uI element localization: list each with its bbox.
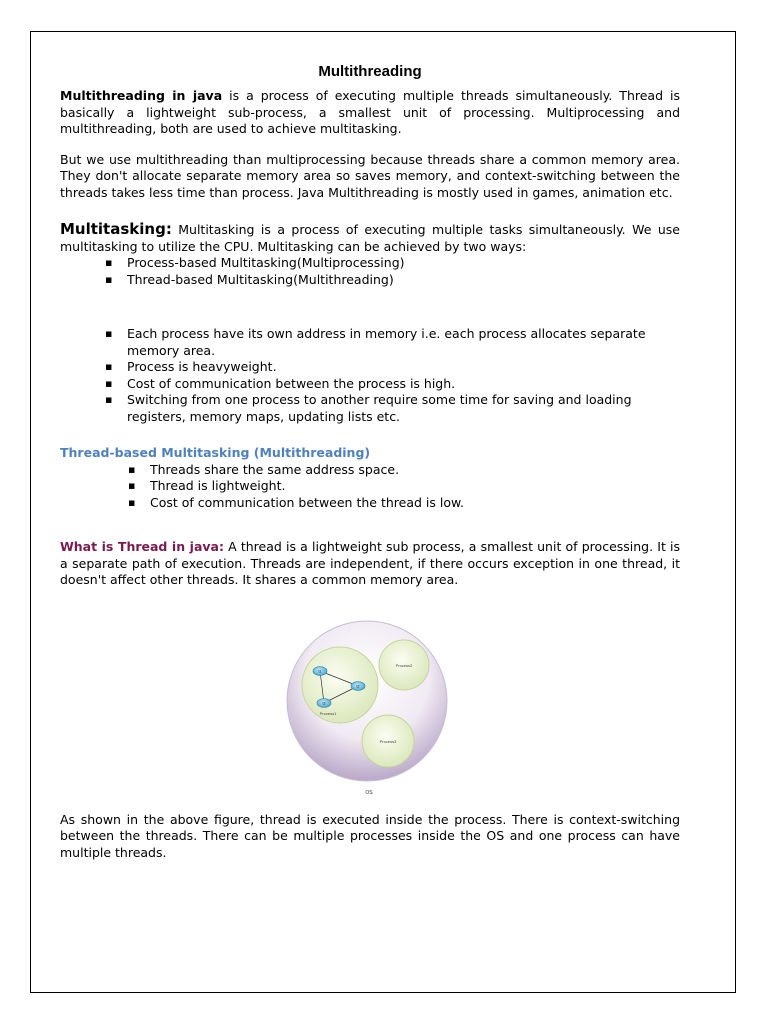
list-item: ▪ Cost of communication between the process is high. <box>127 376 680 393</box>
thread-definition-text: A thread is a lightweight sub process, a smallest unit of processing. It is a separate path of execution. Threads are independent, if there occurs exception in one thread, it doesn't affect other threads. It shares a common memory area. <box>60 539 680 587</box>
list-item: ▪ Process-based Multitasking(Multiprocessing) <box>127 255 680 272</box>
intro-text: is a process of executing multiple threads simultaneously. Thread is basically a lightweight sub-process, a smallest unit of processing. Multiprocessing and multithreading, both are used to achieve multitasking. <box>60 88 680 136</box>
thread3-label: t3 <box>322 701 326 705</box>
process1-label: Process1 <box>319 710 337 716</box>
multitasking-ways-list <box>60 255 680 288</box>
thread-definition-heading: What is Thread in java: <box>60 539 224 554</box>
list-item: ▪ Thread is lightweight. <box>150 478 680 495</box>
os-process-figure <box>280 613 460 798</box>
list-item: ▪ Cost of communication between the thread is low. <box>150 495 680 512</box>
thread2-label: t2 <box>356 684 360 688</box>
os-diagram <box>280 613 460 798</box>
page-title: Multithreading <box>318 63 422 80</box>
thread-based-heading: Thread-based Multitasking (Multithreading) <box>60 445 371 460</box>
list-item: ▪ Process is heavyweight. <box>127 359 680 376</box>
intro-paragraph <box>60 88 680 138</box>
os-label: OS <box>365 789 373 796</box>
thread1-label: t1 <box>318 669 322 673</box>
multitasking-text: Multitasking is a process of executing multiple tasks simultaneously. We use multitasking to utilize the CPU. Multitasking can be achieved by two ways: <box>60 222 680 254</box>
process1-circle <box>302 647 378 723</box>
multitasking-heading: Multitasking: <box>60 220 172 238</box>
closing-paragraph: As shown in the above figure, thread is executed inside the process. There is context-switching between the threads. There can be multiple processes inside the OS and one process can have multiple threads. <box>60 811 680 860</box>
list-item: ▪ Threads share the same address space. <box>150 462 680 479</box>
list-item: ▪ Switching from one process to another require some time for saving and loading registers, memory maps, updating lists etc. <box>127 392 680 425</box>
thread-definition-paragraph <box>60 539 680 589</box>
list-item: ▪ Thread-based Multitasking(Multithreading) <box>127 272 680 289</box>
multitasking-paragraph <box>60 221 680 255</box>
document-body <box>60 62 680 861</box>
list-item: ▪ Each process have its own address in memory i.e. each process allocates separate memory area. <box>127 326 680 359</box>
intro-lead: Multithreading in java <box>60 88 223 103</box>
process2-label: Process2 <box>395 662 413 668</box>
process-points-list <box>60 326 680 425</box>
thread-points-list <box>60 462 680 512</box>
second-paragraph: But we use multithreading than multiprocessing because threads share a common memory area. They don't allocate separate memory area so saves memory, and context-switching between the threads takes less time than process. Java Multithreading is mostly used in games, animation etc. <box>60 151 680 200</box>
process3-label: Process3 <box>379 738 397 744</box>
